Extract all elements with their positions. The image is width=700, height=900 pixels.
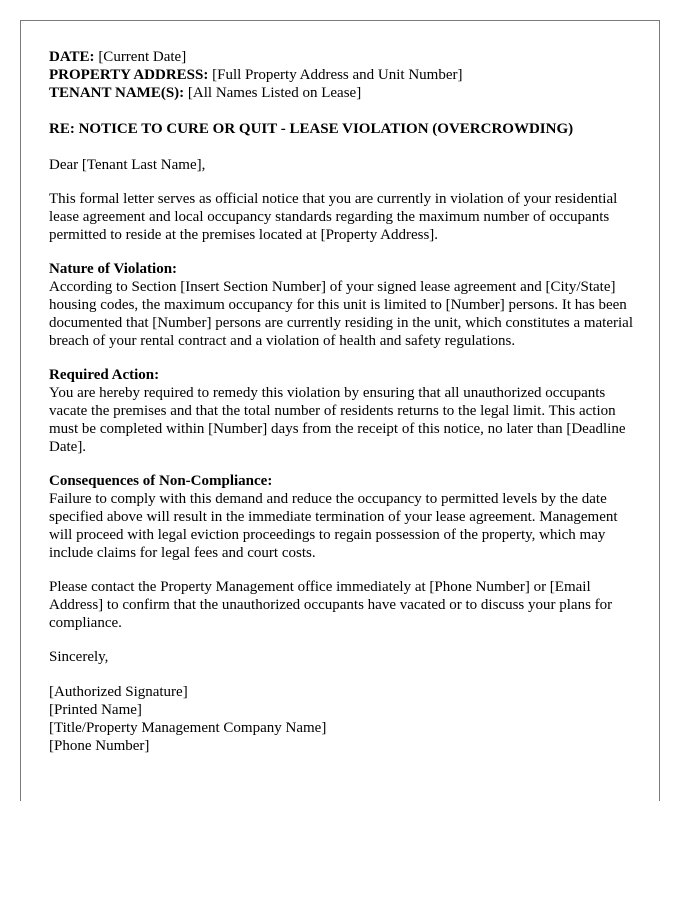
section-required-action: [49, 366, 639, 456]
title-company-name: [Title/Property Management Company Name]: [49, 720, 327, 736]
printed-name: [Printed Name]: [49, 702, 142, 718]
letter-header: [49, 48, 639, 102]
letter-body: [49, 48, 639, 755]
section-nature-of-violation: [49, 260, 639, 350]
date-label: DATE:: [49, 49, 95, 65]
property-address-value: [Full Property Address and Unit Number]: [208, 67, 463, 83]
tenant-name-label: TENANT NAME(S):: [49, 85, 185, 101]
section-body: You are hereby required to remedy this violation by ensuring that all unauthorized occupants vacate the premises and that the total number of residents returns to the legal limit. This action must be completed within [Number] days from the receipt of this notice, no later than [Deadline Date].: [49, 385, 626, 455]
section-consequences: [49, 472, 639, 562]
section-title: Required Action:: [49, 367, 160, 383]
salutation: Dear [Tenant Last Name],: [49, 157, 206, 173]
property-address-line: [49, 66, 639, 84]
authorized-signature: [Authorized Signature]: [49, 684, 188, 700]
signature-block: [49, 683, 639, 755]
tenant-name-value: [All Names Listed on Lease]: [184, 85, 362, 101]
date-value: [Current Date]: [94, 49, 187, 65]
section-title: Consequences of Non-Compliance:: [49, 473, 273, 489]
subject-line: RE: NOTICE TO CURE OR QUIT - LEASE VIOLATION (OVERCROWDING): [49, 121, 574, 137]
tenant-name-line: [49, 84, 639, 102]
date-line: [49, 48, 639, 66]
section-body: According to Section [Insert Section Number] of your signed lease agreement and [City/State] housing codes, the maximum occupancy for this unit is limited to [Number] persons. It has been documented that [Number] persons are currently residing in the unit, which constitutes a material breach of your rental contract and a violation of health and safety regulations.: [49, 279, 633, 349]
property-address-label: PROPERTY ADDRESS:: [49, 67, 209, 83]
section-title: Nature of Violation:: [49, 261, 178, 277]
intro-paragraph: This formal letter serves as official notice that you are currently in violation of your residential lease agreement and local occupancy standards regarding the maximum number of occupants permitted to reside at the premises located at [Property Address].: [49, 191, 618, 243]
closing-paragraph: Please contact the Property Management office immediately at [Phone Number] or [Email Address] to confirm that the unauthorized occupants have vacated or to discuss your plans for compliance.: [49, 579, 613, 631]
signature-phone-number: [Phone Number]: [49, 738, 150, 754]
section-body: Failure to comply with this demand and reduce the occupancy to permitted levels by the date specified above will result in the immediate termination of your lease agreement. Management will proceed with legal eviction proceedings to regain possession of the property, which may include claims for legal fees and court costs.: [49, 491, 618, 561]
signoff: Sincerely,: [49, 649, 109, 665]
